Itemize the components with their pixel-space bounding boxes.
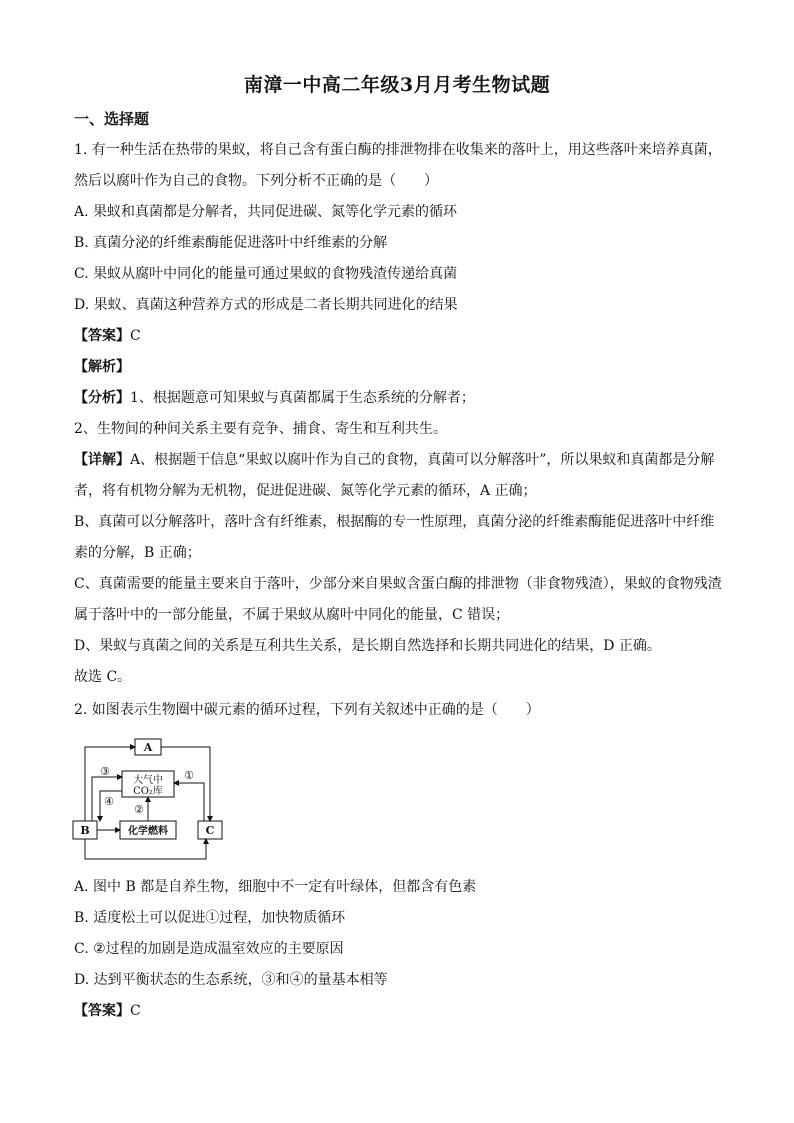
- q1-xiangjie-c2: 属于落叶中的一部分能量，不属于果蚁从腐叶中同化的能量，C 错误；: [74, 607, 510, 623]
- q1-conclusion: 故选 C。: [74, 669, 132, 685]
- answer-value: C: [130, 1003, 141, 1019]
- q1-stem-line1: 1. 有一种生活在热带的果蚁，将自己含有蛋白酶的排泄物排在收集来的落叶上，用这些落叶来培养真菌，: [74, 142, 722, 158]
- fenxi-text: 1、根据题意可知果蚁与真菌都属于生态系统的分解者；: [130, 390, 475, 406]
- q1-stem-line2: 然后以腐叶作为自己的食物。下列分析不正确的是（ ）: [74, 173, 438, 189]
- arrow-b-to-c: [85, 839, 206, 859]
- q2-stem: 2. 如图表示生物圈中碳元素的循环过程，下列有关叙述中正确的是（ ）: [74, 702, 540, 718]
- q1-xiangjie-a1: [74, 450, 724, 470]
- q1-option-b: B. 真菌分泌的纤维素酶能促进落叶中纤维素的分解: [74, 235, 388, 251]
- label-c: C: [205, 824, 215, 837]
- q1-xiangjie-a2: 者，将有机物分解为无机物，促进促进碳、氮等化学元素的循环，A 正确；: [74, 483, 537, 499]
- q1-xiangjie-d: D、果蚁与真菌之间的关系是互利共生关系，是长期自然选择和长期共同进化的结果，D 正确。: [74, 638, 661, 654]
- q2-option-a: A. 图中 B 都是自养生物，细胞中不一定有叶绿体，但都含有色素: [74, 879, 477, 895]
- label-n2: ②: [134, 803, 144, 816]
- xiangjie-tag: 【详解】: [74, 452, 130, 468]
- label-pool-line1: 大气中: [133, 775, 163, 786]
- label-n1: ①: [184, 769, 194, 782]
- q1-xiangjie-b2: 素的分解，B 正确；: [74, 545, 201, 561]
- section-heading: 一、选择题: [74, 110, 150, 128]
- q1-answer: [74, 326, 724, 346]
- q1-fenxi-2: 2、生物间的种间关系主要有竞争、捕食、寄生和互利共生。: [74, 421, 447, 437]
- q1-xiangjie-b1: B、真菌可以分解落叶，落叶含有纤维素，根据酶的专一性原理，真菌分泌的纤维素酶能促进落叶中纤维: [74, 514, 715, 530]
- q2-option-d: D. 达到平衡状态的生态系统，③和④的量基本相等: [74, 972, 388, 988]
- arrow-1: [174, 783, 204, 821]
- q2-answer: [74, 1001, 724, 1021]
- q1-option-c: C. 果蚁从腐叶中同化的能量可通过果蚁的食物残渣传递给真菌: [74, 266, 458, 282]
- answer-value: C: [130, 328, 141, 344]
- q1-jiexi-tag: 【解析】: [74, 359, 130, 375]
- label-pool-line2: CO₂库: [133, 786, 163, 797]
- q1-xiangjie-c1: C、真菌需要的能量主要来自于落叶，少部分来自果蚁含蛋白酶的排泄物（非食物残渣），果蚁的食物残渣: [74, 576, 722, 592]
- carbon-cycle-diagram: [70, 735, 230, 865]
- arrow-a-to-c: [161, 747, 210, 821]
- label-n4: ④: [104, 795, 114, 808]
- q1-fenxi: [74, 388, 724, 408]
- q1-option-a: A. 果蚁和真菌都是分解者，共同促进碳、氮等化学元素的循环: [74, 204, 458, 220]
- label-fuel: 化学燃料: [128, 826, 168, 837]
- q2-option-c: C. ②过程的加剧是造成温室效应的主要原因: [74, 941, 344, 957]
- label-a: A: [143, 741, 153, 754]
- page-title: 南漳一中高二年级3月月考生物试题: [243, 74, 551, 96]
- label-n3: ③: [100, 765, 110, 778]
- q1-option-d: D. 果蚁、真菌这种营养方式的形成是二者长期共同进化的结果: [74, 297, 458, 313]
- answer-tag: 【答案】: [74, 328, 130, 344]
- q2-option-b: B. 适度松土可以促进①过程，加快物质循环: [74, 910, 346, 926]
- answer-tag: 【答案】: [74, 1003, 130, 1019]
- xiangjie-a1-text: A、根据题干信息“果蚁以腐叶作为自己的食物，真菌可以分解落叶”，所以果蚁和真菌都是分解: [130, 452, 715, 468]
- label-b: B: [80, 824, 90, 837]
- fenxi-tag: 【分析】: [74, 390, 130, 406]
